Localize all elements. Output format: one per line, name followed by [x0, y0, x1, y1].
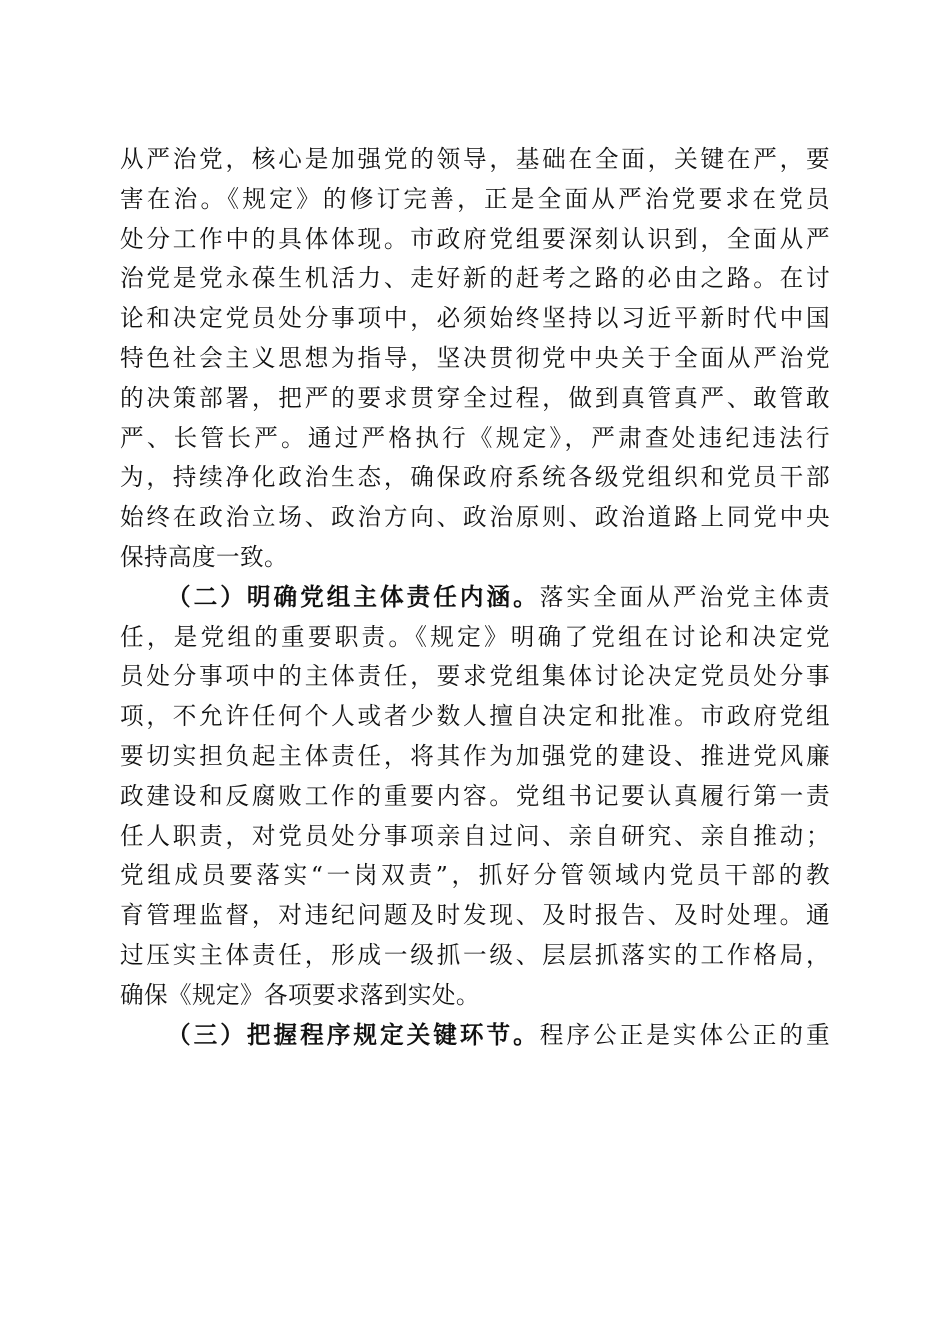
text-line: 特色社会主义思想为指导，坚决贯彻党中央关于全面从严治党	[120, 343, 830, 372]
text-line: 党组成员要落实“一岗双责”，抓好分管领域内党员干部的教	[120, 861, 830, 890]
text-line: 确保《规定》各项要求落到实处。	[120, 980, 480, 1009]
text-line: 为，持续净化政治生态，确保政府系统各级党组织和党员干部	[120, 463, 830, 492]
text-line: 任人职责，对党员处分事项亲自过问、亲自研究、亲自推动；	[120, 821, 830, 850]
text-line: 始终在政治立场、政治方向、政治原则、政治道路上同党中央	[120, 503, 830, 532]
text-line: 项，不允许任何个人或者少数人擅自决定和批准。市政府党组	[120, 702, 830, 731]
text-line: 政建设和反腐败工作的重要内容。党组书记要认真履行第一责	[120, 781, 830, 810]
section-3-first-line	[120, 1016, 830, 1056]
paragraph-1	[120, 140, 830, 578]
text-line: 任，是党组的重要职责。《规定》明确了党组在讨论和决定党	[120, 622, 830, 651]
text-line: 治党是党永葆生机活力、走好新的赶考之路的必由之路。在讨	[120, 264, 830, 293]
section-2-heading: （二）明确党组主体责任内涵。	[167, 582, 540, 611]
text-line: 处分工作中的具体体现。市政府党组要深刻认识到，全面从严	[120, 224, 830, 253]
text-line: 从严治党，核心是加强党的领导，基础在全面，关键在严，要	[120, 145, 830, 173]
section-2-first-line-text: 落实全面从严治党主体责	[539, 582, 830, 611]
text-line: 员处分事项中的主体责任，要求党组集体讨论决定党员处分事	[120, 662, 830, 691]
section-2-first-line	[120, 578, 830, 618]
paragraph-3	[120, 1016, 830, 1056]
document-body	[120, 140, 830, 1055]
text-line: 论和决定党员处分事项中，必须始终坚持以习近平新时代中国	[120, 304, 830, 333]
text-line: 害在治。《规定》的修订完善，正是全面从严治党要求在党员	[120, 184, 830, 213]
text-line: 的决策部署，把严的要求贯穿全过程，做到真管真严、敢管敢	[120, 383, 830, 412]
section-3-heading: （三）把握程序规定关键环节。	[167, 1020, 540, 1049]
paragraph-2	[120, 578, 830, 1016]
text-line: 育管理监督，对违纪问题及时发现、及时报告、及时处理。通	[120, 901, 830, 930]
text-line: 严、长管长严。通过严格执行《规定》，严肃查处违纪违法行	[120, 423, 830, 452]
text-line: 要切实担负起主体责任，将其作为加强党的建设、推进党风廉	[120, 741, 830, 770]
text-line: 过压实主体责任，形成一级抓一级、层层抓落实的工作格局，	[120, 940, 830, 969]
section-3-first-line-text: 程序公正是实体公正的重	[539, 1020, 830, 1049]
text-line: 保持高度一致。	[120, 542, 288, 571]
